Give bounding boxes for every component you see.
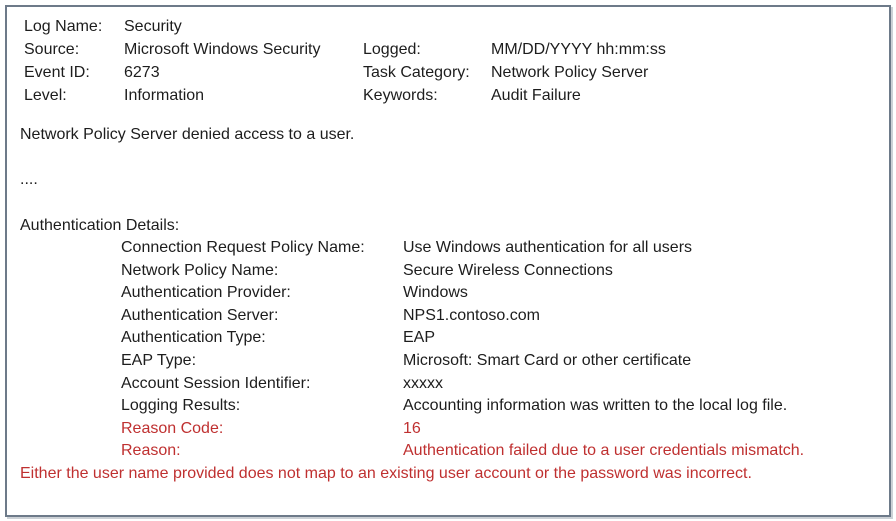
source-value: Microsoft Windows Security xyxy=(124,41,321,58)
reason-code-label: Reason Code: xyxy=(121,419,224,437)
detail-row-authentication-server xyxy=(121,305,889,328)
header-spacer xyxy=(491,15,889,38)
header-spacer xyxy=(363,15,491,38)
detail-row-network-policy-name xyxy=(121,260,889,283)
reason-explanation-text: Either the user name provided does not map to an existing user account or the password was incorrect. xyxy=(20,464,752,482)
details-heading: Authentication Details: xyxy=(20,217,180,234)
header-row-source xyxy=(20,38,889,61)
level-value: Information xyxy=(124,87,205,104)
detail-value: Windows xyxy=(403,284,468,302)
reason-label: Reason: xyxy=(121,442,181,460)
log-name-label: Log Name: xyxy=(24,18,103,35)
logged-value: MM/DD/YYYY hh:mm:ss xyxy=(491,41,666,58)
keywords-label: Keywords: xyxy=(363,87,438,104)
detail-row-reason-code xyxy=(121,418,889,441)
task-category-label: Task Category: xyxy=(363,64,470,81)
detail-label: Connection Request Policy Name: xyxy=(121,239,365,256)
event-id-label: Event ID: xyxy=(24,64,90,81)
event-description: Network Policy Server denied access to a user. xyxy=(20,126,355,143)
authentication-details xyxy=(20,237,889,463)
ellipsis-text: .... xyxy=(20,171,38,188)
header-row-level xyxy=(20,84,889,107)
event-header xyxy=(20,15,889,107)
detail-row-logging-results xyxy=(121,395,889,418)
logged-label: Logged: xyxy=(363,41,421,58)
reason-code-value: 16 xyxy=(403,419,421,437)
detail-row-authentication-provider xyxy=(121,282,889,305)
detail-value: xxxxx xyxy=(403,374,443,392)
detail-row-reason xyxy=(121,440,889,463)
level-label: Level: xyxy=(24,87,67,104)
detail-value: Secure Wireless Connections xyxy=(403,261,613,279)
detail-value: Microsoft: Smart Card or other certificate xyxy=(403,351,692,369)
detail-value: Accounting information was written to the local log file. xyxy=(403,397,788,415)
detail-row-account-session-identifier xyxy=(121,373,889,396)
keywords-value: Audit Failure xyxy=(491,87,581,104)
header-row-event-id xyxy=(20,61,889,84)
detail-label: Logging Results: xyxy=(121,397,241,415)
detail-label: Account Session Identifier: xyxy=(121,374,311,392)
detail-label: Authentication Type: xyxy=(121,329,266,347)
detail-label: EAP Type: xyxy=(121,351,197,369)
detail-label: Authentication Server: xyxy=(121,306,279,324)
detail-label: Authentication Provider: xyxy=(121,284,291,302)
task-category-value: Network Policy Server xyxy=(491,64,649,81)
source-label: Source: xyxy=(24,41,80,58)
header-row-log-name xyxy=(20,15,889,38)
event-id-value: 6273 xyxy=(124,64,160,81)
detail-value: Use Windows authentication for all users xyxy=(403,239,693,256)
detail-row-connection-request-policy xyxy=(121,237,889,260)
detail-value: EAP xyxy=(403,329,436,347)
detail-row-eap-type xyxy=(121,350,889,373)
reason-value: Authentication failed due to a user credentials mismatch. xyxy=(403,442,805,460)
detail-row-authentication-type xyxy=(121,327,889,350)
log-name-value: Security xyxy=(124,18,182,35)
detail-value: NPS1.contoso.com xyxy=(403,306,540,324)
event-record-panel xyxy=(5,5,891,517)
detail-label: Network Policy Name: xyxy=(121,261,279,279)
